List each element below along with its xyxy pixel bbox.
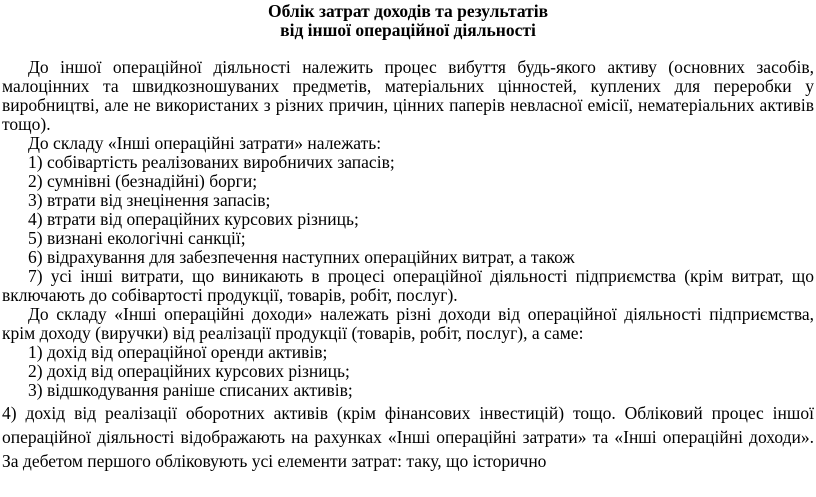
expenses-item: 1) собівартість реалізованих виробничих запасів; [28, 152, 395, 172]
income-item: 3) відшкодування раніше списаних активів; [28, 380, 353, 400]
expenses-item: 4) втрати від операційних курсових різниць; [28, 209, 359, 229]
expenses-heading: До складу «Інші операційні затрати» належать: [28, 133, 382, 153]
income-item: 1) дохід від операційної оренди активів; [28, 342, 328, 362]
tail-paragraph: 4) дохід від реалізації оборотних активів (крім фінансових інвестицій) тощо. Обліковий процес іншої операційної діяльності відображають на рахунках «Інші операційні затрати» та «Інші операційні доходи». За дебетом першого обліковують усі елементи затрат: таку, що історично [2, 403, 814, 471]
title-line-2: від іншої операційної діяльності [280, 20, 536, 40]
intro-paragraph: До іншої операційної діяльності належить процес вибуття будь-якого активу (основних засобів, малоцінних та швидкозношуваних предметів, матеріальних цінностей, куплених для переробки у виробництві, але не використаних з різних причин, цінних паперів невласної емісії, нематеріальних активів тощо). [2, 57, 814, 134]
income-heading: До складу «Інші операційні доходи» належать різні доходи від операційної діяльності підприємства, крім доходу (виручки) від реалізації продукції (товарів, робіт, послуг), а саме: [2, 304, 814, 343]
title-line-1: Облік затрат доходів та результатів [267, 1, 549, 21]
expenses-item: 6) відрахування для забезпечення наступних операційних витрат, а також [28, 247, 575, 267]
expenses-item: 3) втрати від знецінення запасів; [28, 190, 271, 210]
spacer [2, 40, 814, 58]
expenses-item: 2) сумнівні (безнадійні) борги; [28, 171, 258, 191]
document-page [2, 2, 814, 473]
expenses-item: 5) визнані екологічні санкції; [28, 228, 246, 248]
income-item: 2) дохід від операційних курсових різниць; [28, 361, 350, 381]
expenses-item-7: 7) усі інші витрати, що виникають в процесі операційної діяльності підприємства (крім витрат, що включають до собівартості продукції, товарів, робіт, послуг). [2, 266, 814, 305]
